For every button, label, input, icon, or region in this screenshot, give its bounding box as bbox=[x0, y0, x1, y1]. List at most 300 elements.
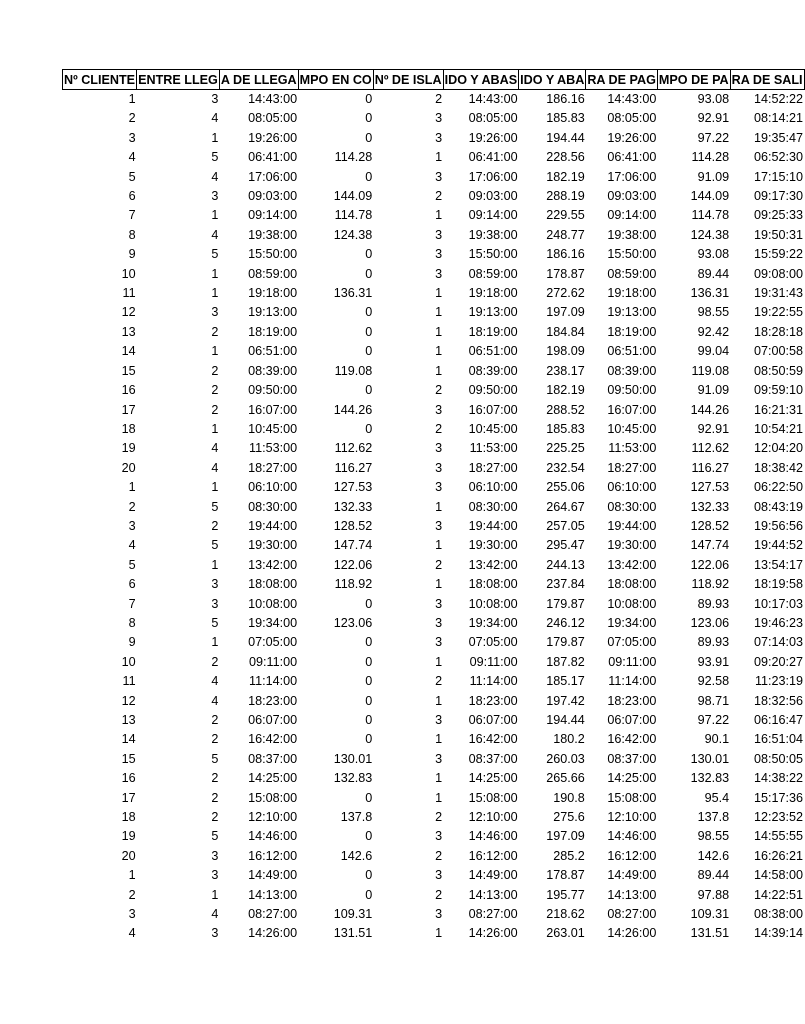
table-cell[interactable]: 15 bbox=[121, 363, 136, 378]
table-cell[interactable]: 2 bbox=[435, 421, 443, 436]
table-cell[interactable]: 99.04 bbox=[697, 344, 730, 359]
table-cell[interactable]: 06:07:00 bbox=[607, 713, 657, 727]
table-cell[interactable]: 09:50:00 bbox=[468, 383, 518, 398]
table-cell[interactable]: 0 bbox=[365, 92, 373, 106]
table-cell[interactable]: 18:08:00 bbox=[468, 577, 518, 592]
table-cell[interactable]: 08:05:00 bbox=[248, 111, 298, 126]
table-cell[interactable]: 10 bbox=[121, 266, 136, 281]
table-cell[interactable]: 92.91 bbox=[697, 421, 730, 436]
table-cell[interactable]: 06:41:00 bbox=[607, 150, 657, 165]
table-cell[interactable]: 19:26:00 bbox=[248, 130, 298, 145]
table-cell[interactable]: 3 bbox=[435, 713, 443, 727]
table-cell[interactable]: 244.13 bbox=[546, 557, 585, 572]
table-cell[interactable]: 2 bbox=[128, 887, 136, 902]
table-cell[interactable]: 08:37:00 bbox=[248, 751, 298, 766]
table-cell[interactable]: 08:39:00 bbox=[468, 363, 518, 378]
table-cell[interactable]: 06:10:00 bbox=[248, 480, 298, 495]
table-cell[interactable]: 14:49:00 bbox=[468, 868, 518, 883]
table-cell[interactable]: 14:26:00 bbox=[468, 926, 518, 941]
table-cell[interactable]: 09:50:00 bbox=[248, 383, 298, 398]
table-cell[interactable]: 19 bbox=[121, 829, 136, 844]
table-cell[interactable]: 198.09 bbox=[546, 344, 585, 359]
table-cell[interactable]: 19:31:43 bbox=[754, 286, 804, 301]
table-cell[interactable]: 06:10:00 bbox=[468, 480, 518, 495]
table-cell[interactable]: 3 bbox=[211, 305, 219, 320]
table-cell[interactable]: 14:58:00 bbox=[754, 868, 804, 883]
table-cell[interactable]: 4 bbox=[211, 460, 219, 475]
table-cell[interactable]: 19:34:00 bbox=[607, 615, 657, 630]
table-cell[interactable]: 18:27:00 bbox=[607, 460, 657, 475]
table-cell[interactable]: 132.33 bbox=[690, 499, 730, 514]
header-cell[interactable]: MPO EN CO bbox=[298, 70, 373, 90]
table-cell[interactable]: 178.87 bbox=[546, 266, 585, 281]
table-cell[interactable]: 127.53 bbox=[333, 480, 373, 495]
table-cell[interactable]: 255.06 bbox=[546, 480, 585, 495]
table-cell[interactable]: 06:22:50 bbox=[754, 480, 804, 495]
table-cell[interactable]: 16 bbox=[121, 771, 136, 786]
table-cell[interactable]: 1 bbox=[435, 363, 443, 378]
table-cell[interactable]: 1 bbox=[211, 421, 219, 436]
table-cell[interactable]: 3 bbox=[211, 189, 219, 204]
table-cell[interactable]: 15 bbox=[121, 751, 136, 766]
table-cell[interactable]: 13 bbox=[121, 324, 136, 339]
table-cell[interactable]: 0 bbox=[365, 266, 373, 281]
table-cell[interactable]: 2 bbox=[435, 557, 443, 572]
table-cell[interactable]: 2 bbox=[435, 674, 443, 689]
table-cell[interactable]: 17 bbox=[121, 402, 136, 417]
header-cell[interactable]: Nº DE ISLA bbox=[373, 70, 443, 90]
table-cell[interactable]: 14:52:22 bbox=[754, 92, 804, 106]
table-cell[interactable]: 131.51 bbox=[690, 926, 730, 941]
table-cell[interactable]: 2 bbox=[211, 518, 219, 533]
table-cell[interactable]: 18:08:00 bbox=[607, 577, 657, 592]
table-cell[interactable]: 19:13:00 bbox=[248, 305, 298, 320]
table-cell[interactable]: 0 bbox=[365, 635, 373, 650]
table-cell[interactable]: 122.06 bbox=[333, 557, 373, 572]
table-cell[interactable]: 114.28 bbox=[334, 150, 373, 165]
table-cell[interactable]: 3 bbox=[128, 130, 136, 145]
table-cell[interactable]: 18:27:00 bbox=[248, 460, 298, 475]
table-cell[interactable]: 19:44:00 bbox=[607, 518, 657, 533]
table-cell[interactable]: 3 bbox=[211, 596, 219, 611]
table-cell[interactable]: 17:06:00 bbox=[468, 169, 518, 184]
table-cell[interactable]: 2 bbox=[435, 189, 443, 204]
table-cell[interactable]: 18 bbox=[121, 810, 136, 825]
table-cell[interactable]: 1 bbox=[211, 344, 219, 359]
table-cell[interactable]: 09:08:00 bbox=[754, 266, 804, 281]
table-cell[interactable]: 3 bbox=[435, 615, 443, 630]
table-cell[interactable]: 2 bbox=[435, 848, 443, 863]
table-cell[interactable]: 10:54:21 bbox=[754, 421, 804, 436]
table-cell[interactable]: 10:45:00 bbox=[607, 421, 657, 436]
table-cell[interactable]: 1 bbox=[128, 868, 136, 883]
table-cell[interactable]: 09:14:00 bbox=[607, 208, 657, 223]
table-cell[interactable]: 19:56:56 bbox=[754, 518, 804, 533]
table-cell[interactable]: 1 bbox=[211, 887, 219, 902]
table-cell[interactable]: 97.22 bbox=[697, 130, 730, 145]
table-cell[interactable]: 15:50:00 bbox=[468, 247, 518, 262]
table-cell[interactable]: 3 bbox=[435, 907, 443, 922]
table-cell[interactable]: 1 bbox=[211, 266, 219, 281]
table-cell[interactable]: 0 bbox=[365, 713, 373, 727]
table-cell[interactable]: 97.22 bbox=[697, 713, 730, 727]
table-cell[interactable]: 3 bbox=[435, 596, 443, 611]
table-cell[interactable]: 15:50:00 bbox=[607, 247, 657, 262]
table-cell[interactable]: 06:52:30 bbox=[754, 150, 804, 165]
table-cell[interactable]: 1 bbox=[435, 654, 443, 669]
table-cell[interactable]: 2 bbox=[211, 810, 219, 825]
table-cell[interactable]: 06:10:00 bbox=[607, 480, 657, 495]
table-cell[interactable]: 6 bbox=[128, 189, 136, 204]
table-cell[interactable]: 15:08:00 bbox=[607, 790, 657, 805]
table-cell[interactable]: 19:13:00 bbox=[468, 305, 518, 320]
table-cell[interactable]: 142.6 bbox=[697, 848, 730, 863]
table-cell[interactable]: 147.74 bbox=[333, 538, 373, 553]
table-cell[interactable]: 18:08:00 bbox=[248, 577, 298, 592]
table-cell[interactable]: 08:05:00 bbox=[607, 111, 657, 126]
table-cell[interactable]: 97.88 bbox=[697, 887, 730, 902]
table-cell[interactable]: 118.92 bbox=[334, 577, 373, 592]
table-cell[interactable]: 144.26 bbox=[333, 402, 373, 417]
table-cell[interactable]: 2 bbox=[435, 383, 443, 398]
table-cell[interactable]: 112.62 bbox=[334, 441, 373, 456]
table-cell[interactable]: 2 bbox=[211, 383, 219, 398]
table-cell[interactable]: 1 bbox=[211, 208, 219, 223]
table-cell[interactable]: 0 bbox=[365, 247, 373, 262]
table-cell[interactable]: 144.09 bbox=[333, 189, 373, 204]
table-cell[interactable]: 263.01 bbox=[546, 926, 585, 941]
table-cell[interactable]: 228.56 bbox=[546, 150, 585, 165]
table-cell[interactable]: 18:19:00 bbox=[468, 324, 518, 339]
table-cell[interactable]: 13:54:17 bbox=[754, 557, 804, 572]
table-cell[interactable]: 3 bbox=[435, 829, 443, 844]
table-cell[interactable]: 1 bbox=[435, 286, 443, 301]
table-cell[interactable]: 07:05:00 bbox=[248, 635, 298, 650]
table-cell[interactable]: 16:07:00 bbox=[468, 402, 518, 417]
table-cell[interactable]: 14 bbox=[121, 344, 136, 359]
table-cell[interactable]: 0 bbox=[365, 111, 373, 126]
table-cell[interactable]: 122.06 bbox=[690, 557, 730, 572]
table-cell[interactable]: 15:08:00 bbox=[468, 790, 518, 805]
table-cell[interactable]: 07:05:00 bbox=[607, 635, 657, 650]
table-cell[interactable]: 123.06 bbox=[690, 615, 730, 630]
table-cell[interactable]: 11 bbox=[122, 286, 136, 301]
table-cell[interactable]: 136.31 bbox=[690, 286, 730, 301]
table-cell[interactable]: 4 bbox=[211, 674, 219, 689]
table-cell[interactable]: 12:23:52 bbox=[754, 810, 804, 825]
table-cell[interactable]: 2 bbox=[211, 790, 219, 805]
table-cell[interactable]: 19:30:00 bbox=[468, 538, 518, 553]
table-cell[interactable]: 1 bbox=[211, 130, 219, 145]
table-cell[interactable]: 11:14:00 bbox=[608, 674, 657, 689]
table-cell[interactable]: 195.77 bbox=[546, 887, 585, 902]
table-cell[interactable]: 1 bbox=[435, 771, 443, 786]
table-cell[interactable]: 3 bbox=[211, 926, 219, 941]
table-cell[interactable]: 2 bbox=[211, 363, 219, 378]
table-cell[interactable]: 128.52 bbox=[690, 518, 730, 533]
table-cell[interactable]: 257.05 bbox=[546, 518, 585, 533]
table-cell[interactable]: 0 bbox=[365, 829, 373, 844]
table-cell[interactable]: 18:38:42 bbox=[754, 460, 804, 475]
table-cell[interactable]: 14:46:00 bbox=[468, 829, 518, 844]
table-cell[interactable]: 130.01 bbox=[690, 751, 730, 766]
table-cell[interactable]: 14:39:14 bbox=[754, 926, 804, 941]
table-cell[interactable]: 4 bbox=[211, 111, 219, 126]
table-cell[interactable]: 19:44:52 bbox=[754, 538, 804, 553]
table-cell[interactable]: 119.08 bbox=[334, 363, 373, 378]
table-cell[interactable]: 3 bbox=[435, 751, 443, 766]
table-cell[interactable]: 19:30:00 bbox=[248, 538, 298, 553]
table-cell[interactable]: 08:27:00 bbox=[468, 907, 518, 922]
table-cell[interactable]: 19:44:00 bbox=[248, 518, 298, 533]
table-cell[interactable]: 225.25 bbox=[546, 441, 585, 456]
table-cell[interactable]: 14:46:00 bbox=[248, 829, 298, 844]
table-cell[interactable]: 127.53 bbox=[690, 480, 730, 495]
table-cell[interactable]: 14:22:51 bbox=[754, 887, 804, 902]
table-cell[interactable]: 09:11:00 bbox=[469, 654, 518, 669]
table-cell[interactable]: 1 bbox=[435, 732, 443, 747]
table-cell[interactable]: 89.93 bbox=[697, 596, 730, 611]
table-cell[interactable]: 288.52 bbox=[546, 402, 585, 417]
table-cell[interactable]: 16 bbox=[121, 383, 136, 398]
table-cell[interactable]: 16:21:31 bbox=[754, 402, 804, 417]
table-cell[interactable]: 18:19:00 bbox=[248, 324, 298, 339]
table-cell[interactable]: 15:08:00 bbox=[248, 790, 298, 805]
table-cell[interactable]: 14:25:00 bbox=[248, 771, 298, 786]
table-cell[interactable]: 130.01 bbox=[333, 751, 373, 766]
table-cell[interactable]: 20 bbox=[121, 848, 136, 863]
table-cell[interactable]: 07:00:58 bbox=[754, 344, 804, 359]
table-cell[interactable]: 09:25:33 bbox=[754, 208, 804, 223]
table-cell[interactable]: 186.16 bbox=[546, 247, 585, 262]
table-cell[interactable]: 5 bbox=[211, 538, 219, 553]
table-cell[interactable]: 112.62 bbox=[691, 441, 730, 456]
table-cell[interactable]: 238.17 bbox=[546, 363, 585, 378]
table-cell[interactable]: 17:06:00 bbox=[248, 169, 298, 184]
table-cell[interactable]: 8 bbox=[128, 615, 136, 630]
table-cell[interactable]: 08:38:00 bbox=[754, 907, 804, 922]
table-cell[interactable]: 09:14:00 bbox=[248, 208, 298, 223]
table-cell[interactable]: 2 bbox=[211, 654, 219, 669]
table-cell[interactable]: 10:08:00 bbox=[468, 596, 518, 611]
table-cell[interactable]: 1 bbox=[435, 305, 443, 320]
table-cell[interactable]: 0 bbox=[365, 324, 373, 339]
table-cell[interactable]: 06:51:00 bbox=[468, 344, 518, 359]
table-cell[interactable]: 14:49:00 bbox=[248, 868, 298, 883]
table-cell[interactable]: 197.09 bbox=[546, 829, 585, 844]
table-cell[interactable]: 18:32:56 bbox=[754, 693, 804, 708]
table-cell[interactable]: 4 bbox=[211, 227, 219, 242]
table-cell[interactable]: 12:10:00 bbox=[607, 810, 657, 825]
table-cell[interactable]: 0 bbox=[365, 305, 373, 320]
table-cell[interactable]: 2 bbox=[128, 111, 136, 126]
table-cell[interactable]: 14:38:22 bbox=[754, 771, 804, 786]
table-cell[interactable]: 186.16 bbox=[546, 92, 585, 106]
table-cell[interactable]: 08:14:21 bbox=[754, 111, 804, 126]
table-cell[interactable]: 15:50:00 bbox=[248, 247, 298, 262]
table-cell[interactable]: 2 bbox=[211, 771, 219, 786]
table-cell[interactable]: 89.93 bbox=[697, 635, 730, 650]
table-cell[interactable]: 12:10:00 bbox=[248, 810, 298, 825]
table-cell[interactable]: 09:11:00 bbox=[608, 654, 657, 669]
table-cell[interactable]: 3 bbox=[435, 111, 443, 126]
table-cell[interactable]: 06:07:00 bbox=[248, 713, 298, 727]
table-cell[interactable]: 09:50:00 bbox=[607, 383, 657, 398]
table-cell[interactable]: 1 bbox=[435, 208, 443, 223]
table-cell[interactable]: 123.06 bbox=[333, 615, 373, 630]
table-cell[interactable]: 2 bbox=[211, 713, 219, 727]
table-cell[interactable]: 248.77 bbox=[546, 227, 585, 242]
table-cell[interactable]: 16:12:00 bbox=[468, 848, 518, 863]
table-cell[interactable]: 1 bbox=[435, 790, 443, 805]
table-cell[interactable]: 08:30:00 bbox=[248, 499, 298, 514]
table-cell[interactable]: 19 bbox=[121, 441, 136, 456]
table-cell[interactable]: 19:18:00 bbox=[248, 286, 298, 301]
table-cell[interactable]: 5 bbox=[211, 615, 219, 630]
table-cell[interactable]: 06:51:00 bbox=[248, 344, 298, 359]
table-cell[interactable]: 11:14:00 bbox=[469, 674, 518, 689]
table-cell[interactable]: 18:23:00 bbox=[248, 693, 298, 708]
table-cell[interactable]: 10:17:03 bbox=[754, 596, 804, 611]
header-cell[interactable]: IDO Y ABAS bbox=[443, 70, 519, 90]
table-cell[interactable]: 124.38 bbox=[333, 227, 373, 242]
table-cell[interactable]: 1 bbox=[128, 92, 136, 106]
table-cell[interactable]: 295.47 bbox=[546, 538, 585, 553]
table-cell[interactable]: 91.09 bbox=[697, 169, 730, 184]
table-cell[interactable]: 18:27:00 bbox=[468, 460, 518, 475]
table-cell[interactable]: 5 bbox=[211, 499, 219, 514]
table-cell[interactable]: 19:38:00 bbox=[468, 227, 518, 242]
table-cell[interactable]: 90.1 bbox=[704, 732, 730, 747]
table-cell[interactable]: 185.17 bbox=[546, 674, 585, 689]
table-cell[interactable]: 92.91 bbox=[697, 111, 730, 126]
table-cell[interactable]: 3 bbox=[435, 480, 443, 495]
table-cell[interactable]: 1 bbox=[435, 344, 443, 359]
table-cell[interactable]: 1 bbox=[211, 480, 219, 495]
table-cell[interactable]: 09:59:10 bbox=[754, 383, 804, 398]
table-cell[interactable]: 218.62 bbox=[546, 907, 585, 922]
table-cell[interactable]: 3 bbox=[435, 635, 443, 650]
table-cell[interactable]: 0 bbox=[365, 732, 373, 747]
table-cell[interactable]: 08:59:00 bbox=[248, 266, 298, 281]
header-cell[interactable]: IDO Y ABA bbox=[519, 70, 586, 90]
table-cell[interactable]: 136.31 bbox=[333, 286, 373, 301]
table-cell[interactable]: 147.74 bbox=[690, 538, 730, 553]
table-cell[interactable]: 14:25:00 bbox=[607, 771, 657, 786]
table-cell[interactable]: 194.44 bbox=[546, 713, 585, 727]
table-cell[interactable]: 06:16:47 bbox=[754, 713, 804, 727]
table-cell[interactable]: 182.19 bbox=[546, 383, 585, 398]
table-cell[interactable]: 19:22:55 bbox=[754, 305, 804, 320]
table-cell[interactable]: 109.31 bbox=[690, 907, 730, 922]
table-cell[interactable]: 12:10:00 bbox=[468, 810, 518, 825]
table-cell[interactable]: 08:59:00 bbox=[468, 266, 518, 281]
table-cell[interactable]: 3 bbox=[435, 402, 443, 417]
table-cell[interactable]: 93.08 bbox=[697, 92, 730, 106]
table-cell[interactable]: 06:41:00 bbox=[248, 150, 298, 165]
table-cell[interactable]: 2 bbox=[211, 732, 219, 747]
table-cell[interactable]: 194.44 bbox=[546, 130, 585, 145]
table-cell[interactable]: 190.8 bbox=[553, 790, 585, 805]
table-cell[interactable]: 19:50:31 bbox=[754, 227, 804, 242]
table-cell[interactable]: 14:13:00 bbox=[248, 887, 298, 902]
table-cell[interactable]: 0 bbox=[365, 790, 373, 805]
table-cell[interactable]: 10:08:00 bbox=[607, 596, 657, 611]
table-cell[interactable]: 98.71 bbox=[697, 693, 730, 708]
table-cell[interactable]: 19:44:00 bbox=[468, 518, 518, 533]
table-cell[interactable]: 11:23:19 bbox=[754, 674, 804, 689]
table-cell[interactable]: 14:13:00 bbox=[607, 887, 657, 902]
table-cell[interactable]: 14:13:00 bbox=[468, 887, 518, 902]
table-cell[interactable]: 08:39:00 bbox=[248, 363, 298, 378]
table-cell[interactable]: 89.44 bbox=[697, 266, 730, 281]
table-cell[interactable]: 09:11:00 bbox=[249, 654, 298, 669]
table-cell[interactable]: 20 bbox=[121, 460, 136, 475]
table-cell[interactable]: 3 bbox=[211, 92, 219, 106]
table-cell[interactable]: 09:17:30 bbox=[754, 189, 804, 204]
table-cell[interactable]: 0 bbox=[365, 868, 373, 883]
table-cell[interactable]: 1 bbox=[435, 693, 443, 708]
table-cell[interactable]: 14:49:00 bbox=[607, 868, 657, 883]
table-cell[interactable]: 07:14:03 bbox=[754, 635, 804, 650]
table-cell[interactable]: 4 bbox=[211, 907, 219, 922]
table-cell[interactable]: 5 bbox=[211, 751, 219, 766]
table-cell[interactable]: 12 bbox=[121, 693, 136, 708]
header-cell[interactable]: RA DE SALI bbox=[730, 70, 804, 90]
table-cell[interactable]: 14:26:00 bbox=[248, 926, 298, 941]
table-cell[interactable]: 07:05:00 bbox=[468, 635, 518, 650]
table-cell[interactable]: 08:05:00 bbox=[468, 111, 518, 126]
table-cell[interactable]: 1 bbox=[435, 324, 443, 339]
table-cell[interactable]: 3 bbox=[435, 868, 443, 883]
table-cell[interactable]: 132.33 bbox=[333, 499, 373, 514]
table-cell[interactable]: 3 bbox=[211, 848, 219, 863]
table-cell[interactable]: 10 bbox=[121, 654, 136, 669]
table-cell[interactable]: 08:27:00 bbox=[607, 907, 657, 922]
table-cell[interactable]: 12 bbox=[121, 305, 136, 320]
table-cell[interactable]: 18:19:58 bbox=[754, 577, 804, 592]
table-cell[interactable]: 89.44 bbox=[697, 868, 730, 883]
table-cell[interactable]: 3 bbox=[435, 247, 443, 262]
table-cell[interactable]: 116.27 bbox=[334, 460, 373, 475]
table-cell[interactable]: 10:45:00 bbox=[468, 421, 518, 436]
table-cell[interactable]: 179.87 bbox=[546, 596, 585, 611]
table-cell[interactable]: 2 bbox=[435, 887, 443, 902]
header-cell[interactable]: ENTRE LLEG bbox=[137, 70, 220, 90]
table-cell[interactable]: 5 bbox=[211, 150, 219, 165]
table-cell[interactable]: 2 bbox=[211, 402, 219, 417]
table-cell[interactable]: 06:07:00 bbox=[468, 713, 518, 727]
table-cell[interactable]: 288.19 bbox=[546, 189, 585, 204]
table-cell[interactable]: 3 bbox=[435, 169, 443, 184]
table-cell[interactable]: 09:03:00 bbox=[607, 189, 657, 204]
table-cell[interactable]: 1 bbox=[435, 577, 443, 592]
table-cell[interactable]: 14:55:55 bbox=[754, 829, 804, 844]
table-cell[interactable]: 4 bbox=[211, 169, 219, 184]
table-cell[interactable]: 9 bbox=[128, 247, 136, 262]
table-cell[interactable]: 08:50:05 bbox=[754, 751, 804, 766]
table-cell[interactable]: 237.84 bbox=[546, 577, 585, 592]
table-cell[interactable]: 16:07:00 bbox=[607, 402, 657, 417]
table-cell[interactable]: 1 bbox=[211, 286, 219, 301]
table-cell[interactable]: 1 bbox=[211, 557, 219, 572]
table-cell[interactable]: 3 bbox=[128, 518, 136, 533]
table-cell[interactable]: 0 bbox=[365, 130, 373, 145]
table-cell[interactable]: 185.83 bbox=[546, 421, 585, 436]
table-cell[interactable]: 7 bbox=[128, 208, 136, 223]
table-cell[interactable]: 1 bbox=[435, 538, 443, 553]
table-cell[interactable]: 184.84 bbox=[546, 324, 585, 339]
